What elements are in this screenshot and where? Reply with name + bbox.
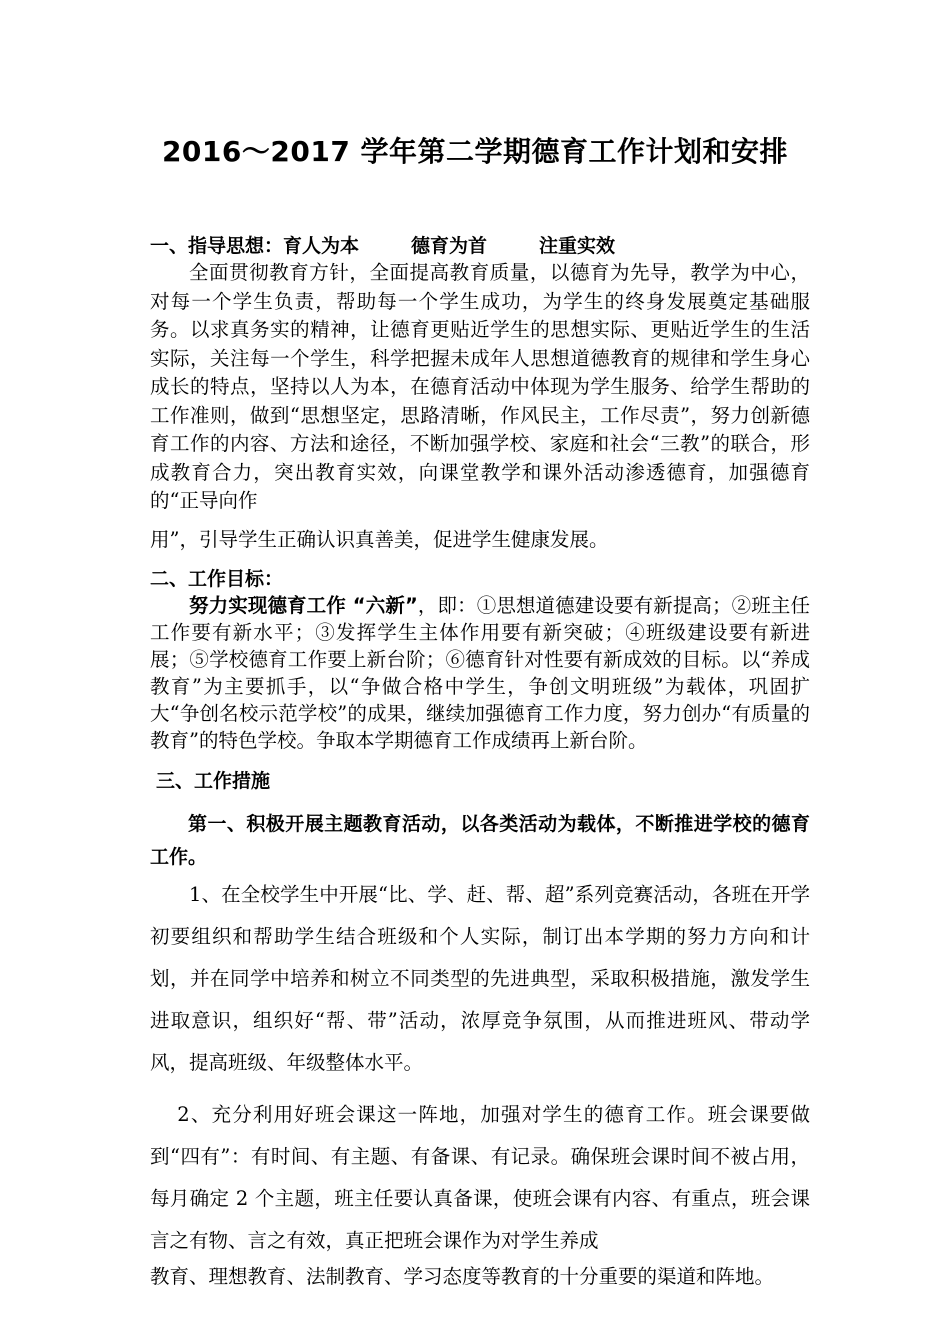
section2-heading: 二、工作目标： xyxy=(150,568,284,590)
document-body xyxy=(150,233,810,1292)
document-title: 2016～2017 学年第二学期德育工作计划和安排 xyxy=(161,135,789,168)
section1-paragraph xyxy=(150,259,810,554)
section3-item1: 1、在全校学生中开展“比、学、赶、帮、超”系列竞赛活动，各班在开学初要组织和帮助学生结合班级和个人实际，制订出本学期的努力方向和计划，并在同学中培养和树立不同类型的先进典型，采取积极措施，激发学生进取意识，组织好“帮、带”活动，浓厚竞争氛围，从而推进班风、带动学风，提高班级、年级整体水平。 xyxy=(150,883,810,1074)
section1-paragraph-main: 全面贯彻教育方针，全面提高教育质量，以德育为先导，教学为中心，对每一个学生负责，帮助每一个学生成功，为学生的终身发展奠定基础服务。以求真务实的精神，让德育更贴近学生的思想实际、更贴近学生的生活实际，关注每一个学生，科学把握未成年人思想道德教育的规律和学生身心成长的特点，坚持以人为本，在德育活动中体现为学生服务、给学生帮助的工作准则，做到“思想坚定，思路清晰，作风民主，工作尽责”，努力创新德育工作的内容、方法和途径，不断加强学校、家庭和社会“三教”的联合，形成教育合力，突出教育实效，向课堂教学和课外活动渗透德育，加强德育的“正导向作 xyxy=(150,261,810,512)
section1-heading xyxy=(150,233,810,259)
section1-heading-a: 一、指导思想：育人为本 xyxy=(150,235,360,257)
section3-item2-tail: 教育、理想教育、法制教育、学习态度等教育的十分重要的渠道和阵地。 xyxy=(150,1265,775,1288)
section2-lead: 努力实现德育工作 “六新” xyxy=(189,594,418,617)
section2-paragraph xyxy=(150,592,810,754)
section1-paragraph-tail: 用”，引导学生正确认识真善美，促进学生健康发展。 xyxy=(150,527,609,551)
section3-item2 xyxy=(150,1094,810,1292)
section3-subheading: 第一、积极开展主题教育活动，以各类活动为载体，不断推进学校的德育工作。 xyxy=(150,813,810,868)
section2-paragraph-text: ，即：①思想道德建设要有新提高；②班主任工作要有新水平；③发挥学生主体作用要有新突破；④班级建设要有新进展；⑤学校德育工作要上新台阶；⑥德育针对性要有新成效的目标。以“养成教育”为主要抓手，以“争做合格中学生，争创文明班级”为载体，巩固扩大“争创名校示范学校”的成果，继续加强德育工作力度，努力创办“有质量的教育”的特色学校。争取本学期德育工作成绩再上新台阶。 xyxy=(150,594,810,752)
section3-heading: 三、工作措施 xyxy=(156,770,271,792)
section1-heading-b: 德育为首 xyxy=(411,235,488,257)
section1-heading-c: 注重实效 xyxy=(539,235,616,257)
section3-item2-main: 2、充分利用好班会课这一阵地，加强对学生的德育工作。班会课要做到“四有”：有时间、有主题、有备课、有记录。确保班会课时间不被占用，每月确定 2 个主题，班主任要认真备课，使班会课有内容、有重点，班会课言之有物、言之有效，真正把班会课作为对学生养成 xyxy=(150,1103,810,1252)
